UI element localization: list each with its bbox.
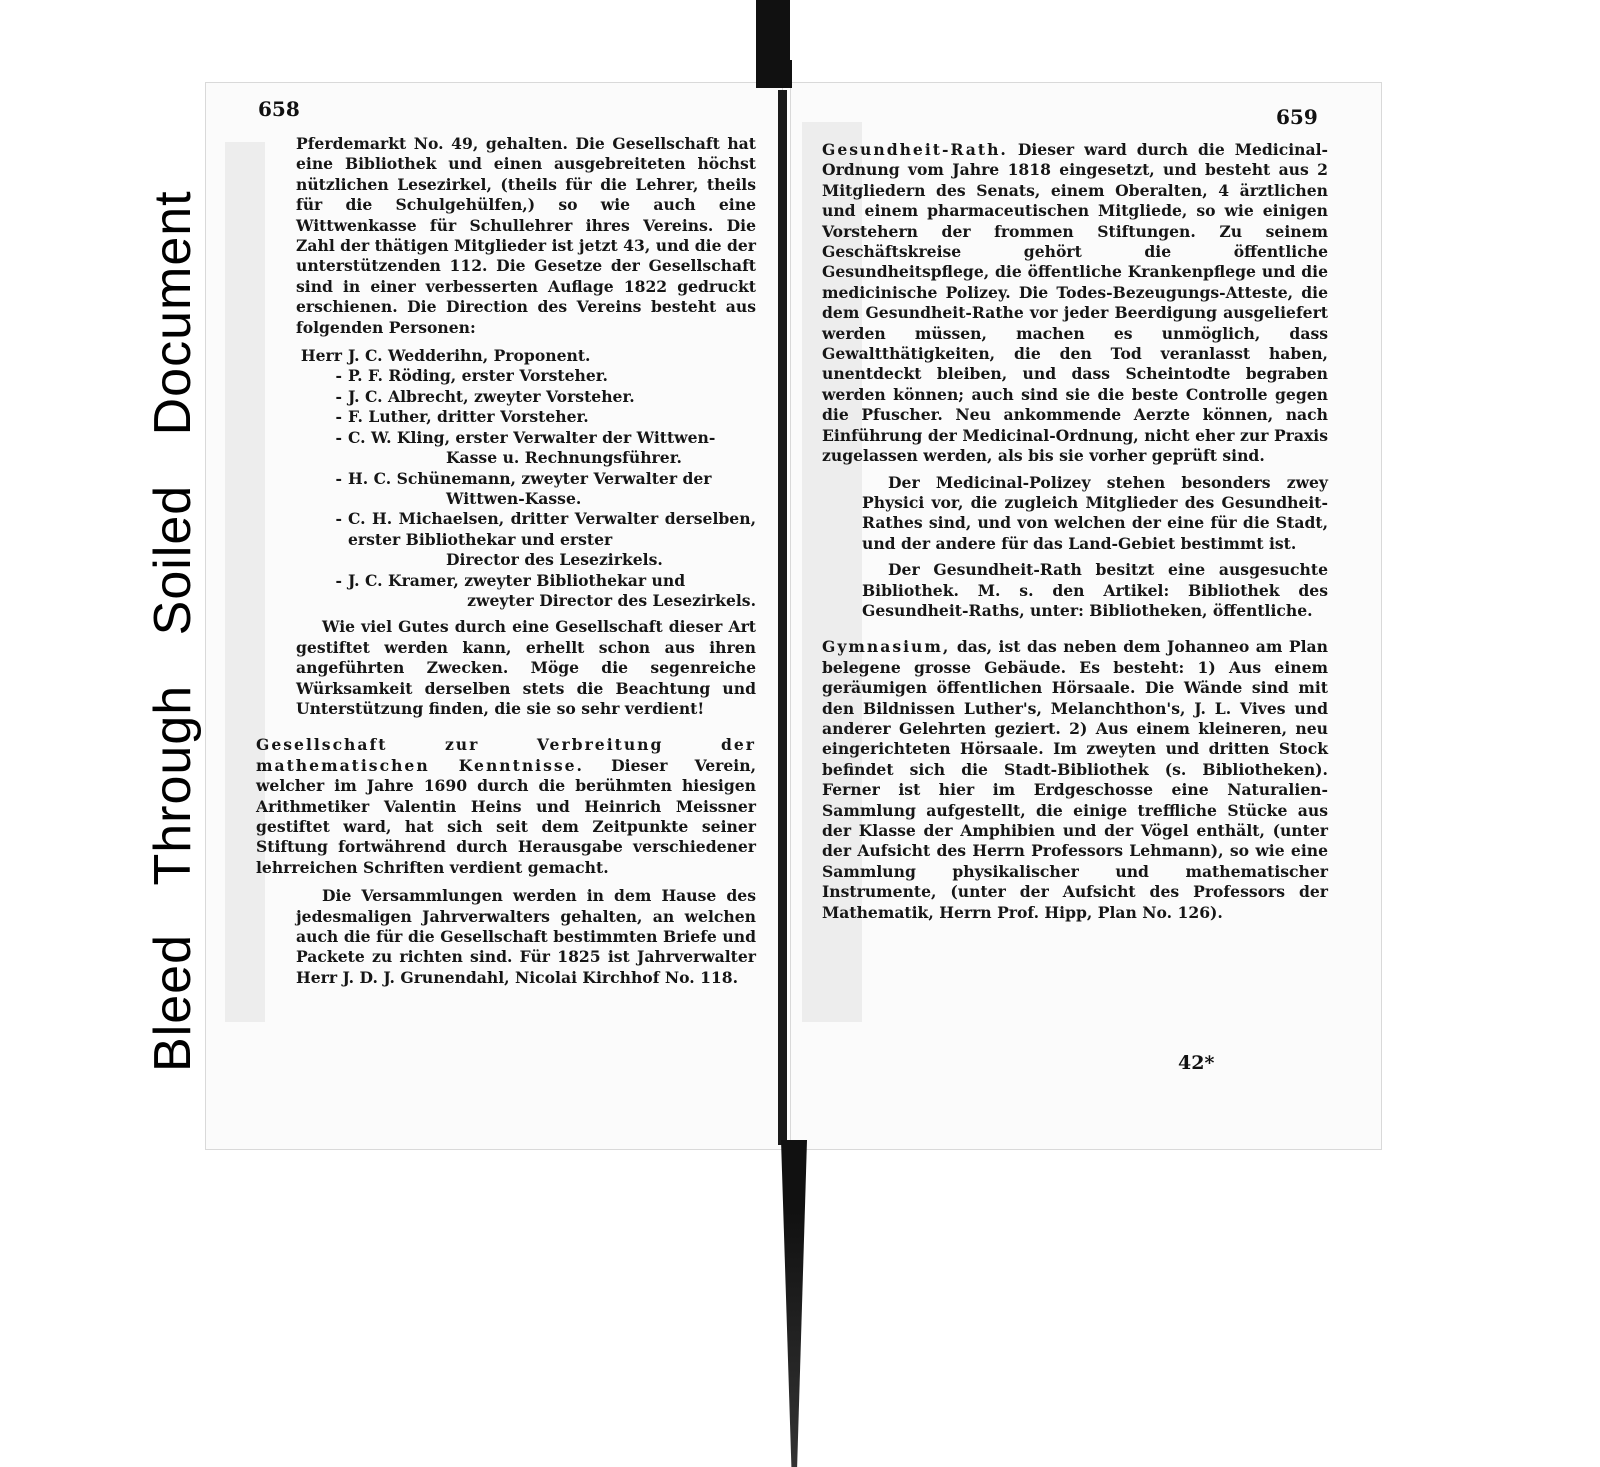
member-prefix: - [335, 570, 342, 590]
right-column [822, 140, 1328, 923]
left-closing-paragraph: Wie viel Gutes durch eine Gesellschaft dieser Art gestiftet werden kann, erhellt schon aus ihren angeführten Zwecken. Möge die segenreiche Würksamkeit derselben stets die Beachtung und Unterstützung finden, die sie so sehr verdient! [296, 617, 756, 718]
entry-heading: Gesellschaft zur Verbreitung der mathematischen Kenntnisse. [256, 735, 756, 775]
member-prefix: - [335, 427, 342, 447]
bleed-through-shadow [225, 142, 265, 1022]
member-prefix: - [335, 386, 342, 406]
left-column [256, 134, 756, 988]
member-prefix: Herr [300, 346, 342, 366]
member-name: F. Luther, dritter Vorsteher. [348, 407, 589, 427]
book-gutter [778, 90, 787, 1145]
member-name: J. C. Kramer, zweyter Bibliothekar und [348, 570, 686, 590]
member-prefix: - [335, 366, 342, 386]
list-item [296, 428, 756, 448]
top-binding-cap [756, 60, 792, 88]
entry-paragraph: Der Gesundheit-Rath besitzt eine ausgesuchte Bibliothek. M. s. den Artikel: Bibliothek des Gesundheit-Raths, unter: Bibliotheken, öffentliche. [862, 560, 1328, 620]
member-name: P. F. Röding, erster Vorsteher. [348, 366, 608, 386]
page-number-right: 659 [1276, 105, 1318, 129]
entry-heading: Gesundheit-Rath. [822, 140, 1008, 159]
member-prefix: - [335, 468, 342, 488]
entry-separator [862, 621, 1328, 637]
entry-paragraph: Der Medicinal-Polizey stehen besonders zwey Physici vor, die zugleich Mitglieder des Gesundheit-Rathes sind, und von welchen der eine für die Stadt, und der andere für das Land-Gebiet bestimmt ist. [862, 472, 1328, 553]
left-intro-paragraph: Pferdemarkt No. 49, gehalten. Die Gesellschaft hat eine Bibliothek und einen ausgebreiteten höchst nützlichen Lesezirkel, (theils für die Lehrer, theils für die Schulgehülfen,) so wie auch eine Wittwenkasse für Schullehrer ihres Vereins. Die Zahl der thätigen Mitglieder ist jetzt 43, und die der unterstützenden 112. Die Gesetze der Gesellschaft sind in einer verbesserten Auflage 1822 gedruckt erschienen. Die Direction des Vereins besteht aus folgenden Personen: [296, 134, 756, 337]
member-list [296, 346, 756, 611]
list-item [296, 366, 756, 386]
entry-heading: Gymnasium, [822, 637, 951, 657]
member-name: C. H. Michaelsen, dritter Verwalter derselben, erster Bibliothekar und erster [348, 509, 756, 549]
member-name: J. C. Wedderihn, Proponent. [348, 346, 591, 366]
entry-gesellschaft [256, 735, 756, 878]
member-continuation: Kasse u. Rechnungsführer. [446, 448, 682, 468]
member-name: H. C. Schünemann, zweyter Verwalter der [348, 468, 712, 488]
signature-mark: 42* [1178, 1052, 1215, 1074]
entry-separator [296, 719, 756, 735]
member-continuation: Wittwen-Kasse. [446, 488, 582, 508]
list-item [296, 387, 756, 407]
side-label: Bleed Through Soiled Document [144, 190, 202, 1072]
list-item [296, 469, 756, 489]
list-item [296, 407, 756, 427]
entry-gymnasium [822, 637, 1328, 923]
member-continuation: Director des Lesezirkels. [446, 550, 663, 570]
member-name: C. W. Kling, erster Verwalter der Wittwen- [348, 427, 716, 447]
entry-body: Dieser Verein, welcher im Jahre 1690 durch die berühmten hiesigen Arithmetiker Valentin Heins und Heinrich Meissner gestiftet ward, hat sich seit dem Zeitpunkte seiner Stiftung fortwährend durch Herausgabe verschiedener lehrreichen Schriften verdient gemacht. [256, 755, 756, 877]
entry-body: das, ist das neben dem Johanneo am Plan belegene grosse Gebäude. Es besteht: 1) Aus einem geräumigen öffentlichen Hörsaale. Die Wände sind mit den Bildnissen Luther's, Melanchthon's, J. L. Vives und anderer Gelehrten geziert. 2) Aus einem kleineren, neu eingerichteten Hörsaale. Im zweyten und dritten Stock befindet sich die Stadt-Bibliothek (s. Bibliotheken). Ferner ist hier im Erdgeschosse eine Naturalien-Sammlung aufgestellt, die einige treffliche Stücke aus der Klasse der Amphibien und der Vögel enthält, (unter der Aufsicht des Herrn Professors Lehmann), so wie eine Sammlung physikalischer und mathematischer Instrumente, (unter der Aufsicht des Professors der Mathematik, Herrn Prof. Hipp, Plan No. 126). [822, 637, 1328, 922]
page-number-left: 658 [258, 97, 300, 121]
member-name: J. C. Albrecht, zweyter Vorsteher. [348, 386, 635, 406]
entry-paragraph: Die Versammlungen werden in dem Hause des jedesmaligen Jahrverwalters gehalten, an welchen auch die für die Gesellschaft bestimmten Briefe und Packete zu richten sind. Für 1825 ist Jahrverwalter Herr J. D. J. Grunendahl, Nicolai Kirchhof No. 118. [296, 886, 756, 987]
entry-gesundheit-rath [822, 140, 1328, 467]
list-item [296, 571, 756, 591]
member-prefix: - [335, 407, 342, 427]
entry-body: Dieser ward durch die Medicinal-Ordnung vom Jahre 1818 eingesetzt, und besteht aus 2 Mitgliedern des Senats, einem Oberalten, 4 ärztlichen und einem pharmaceutischen Mitgliede, so wie einigen Vorstehern der frommen Stiftungen. Zu seinem Geschäftskreise gehört die öffentliche Gesundheitspflege, die öffentliche Krankenpflege und die medicinische Polizey. Die Todes-Bezeugungs-Atteste, die dem Gesundheit-Rathe vor jeder Beerdigung ausgeliefert werden müssen, machen es unmöglich, dass Gewaltthätigkeiten, die den Tod veranlasst haben, unentdeckt bleiben, und dass Scheintodte begraben werden können; auch sind sie die beste Controlle gegen die Pfuscher. Neu ankommende Aerzte können, nach Einführung der Medicinal-Ordnung, nicht eher zur Praxis zugelassen werden, als bis sie vorher geprüft sind. [822, 140, 1328, 466]
list-item [296, 509, 756, 550]
member-continuation: zweyter Director des Lesezirkels. [467, 590, 756, 610]
list-item [296, 346, 756, 366]
member-prefix: - [335, 509, 342, 529]
